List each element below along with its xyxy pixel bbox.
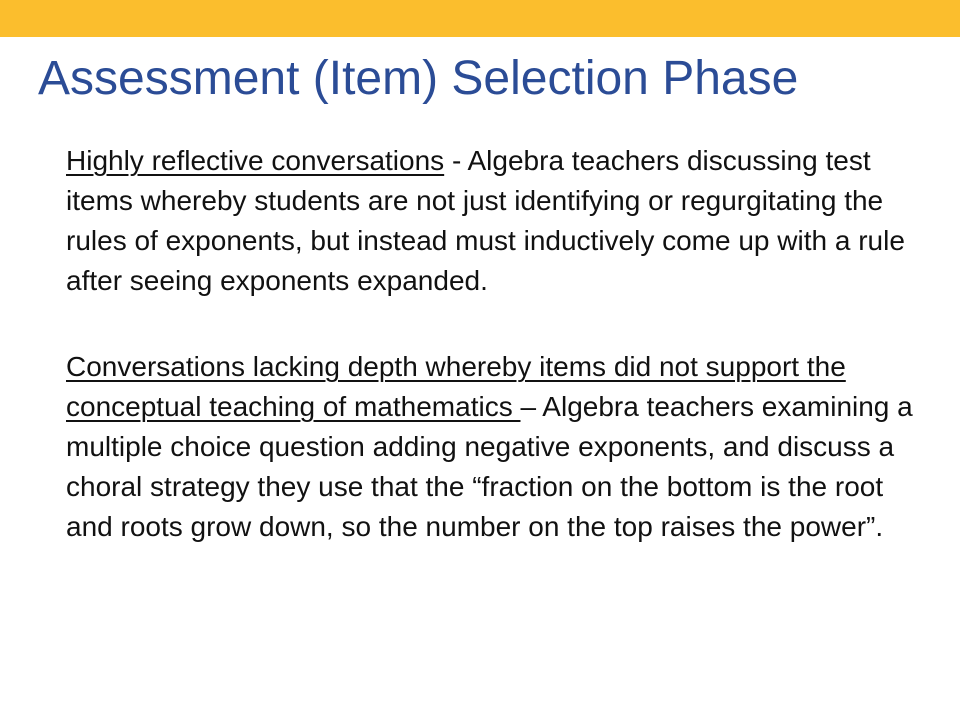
top-accent-bar <box>0 0 960 37</box>
slide-body <box>66 141 926 547</box>
paragraph-heading: Conversations lacking depth whereby items did not support the conceptual teaching of mathematics <box>66 351 846 422</box>
paragraph-reflective <box>66 141 926 301</box>
paragraph-text: - Algebra teachers discussing test items whereby students are not just identifying or regurgitating the rules of exponents, but instead must inductively come up with a rule after seeing exponents expanded. <box>66 145 905 296</box>
slide-title: Assessment (Item) Selection Phase <box>38 52 799 105</box>
paragraph-lacking-depth <box>66 347 926 547</box>
paragraph-text: – Algebra teachers examining a multiple choice question adding negative exponents, and discuss a choral strategy they use that the “fraction on the bottom is the root and roots grow down, so the number on the top raises the power”. <box>66 391 913 542</box>
paragraph-heading: Highly reflective conversations <box>66 145 445 176</box>
